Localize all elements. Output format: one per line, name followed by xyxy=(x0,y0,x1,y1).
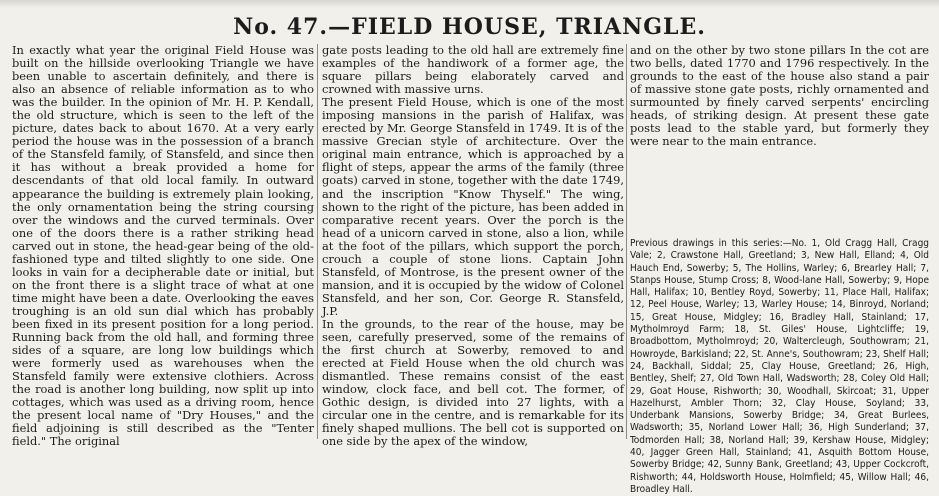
page-top-edge xyxy=(0,0,939,8)
column-divider xyxy=(317,44,318,439)
article-column-3: and on the other by two stone pillars In the cot are two bells, dated 1770 and 1796 respectively. In the grounds to the east of the house also stand a pair of massive stone gate posts, richly ornamented and surmounted by finely carved serpents' encircling heads, of striking design. At present these gate posts lead to the stable yard, but formerly they were near to the main entrance. xyxy=(630,43,929,149)
column-divider xyxy=(626,44,627,439)
article-column-2: gate posts leading to the old hall are extremely fine examples of the handiwork of a former age, the square pillars being elaborately carved and crowned with massive urns. The present Field House, which is one of the most imposing mansions in the parish of Halifax, was erected by Mr. George Stansfeld in 1749. It is of the massive Grecian style of architecture. Over the original main entrance, which is approached by a flight of steps, appear the arms of the family (three goats) carved in stone, together with the date 1749, and the inscription "Know Thyself." The wing, shown to the right of the picture, has been added in comparative recent years. Over the porch is the head of a unicorn carved in stone, also a lion, while at the foot of the pillars, which support the porch, crouch a couple of stone lions. Captain John Stansfeld, of Montrose, is the present owner of the mansion, and it is occupied by the widow of Colonel Stansfeld, and her son, Cor. George R. Stansfeld, J.P. In the grounds, to the rear of the house, may be seen, carefully preserved, some of the remains of the first church at Sowerby, removed to and erected at Field House when the old church was dismantled. These remains consist of the east window, clock face, and bell cot. The former, of Gothic design, is divided into 27 lights, with a circular one in the centre, and is remarkable for its finely shaped mullions. The bell cot is supported on one side by the apex of the window, xyxy=(322,43,624,449)
article-headline: No. 47.—FIELD HOUSE, TRIANGLE. xyxy=(233,14,706,40)
previous-drawings-list: Previous drawings in this series:—No. 1, Old Cragg Hall, Cragg Vale; 2, Crawstone Hall, Greetland; 3, New Hall, Elland; 4, Old Hauch End, Sowerby; 5, The Hollins, Warley; 6, Brearley Hall; 7, Stanps House, Stump Cross; 8, Wood-lane Hall, Sowerby; 9, Hope Hall, Halifax; 10, Bentley Royd, Sowerby; 11, Place Hall, Halifax; 12, Peel House, Warley; 13, Warley House; 14, Binroyd, Norland; 15, Great House, Midgley; 16, Bradley Hall, Stainland; 17, Mytholmroyd Farm; 18, St. Giles' House, Lightcliffe; 19, Broadbottom, Mytholmroyd; 20, Waltercleugh, Southowram; 21, Howroyde, Barkisland; 22, St. Anne's, Southowram; 23, Shelf Hall; 24, Backhall, Siddal; 25, Clay House, Greetland; 26, High, Bentley, Shelf; 27, Old Town Hall, Wadsworth; 28, Coley Old Hall; 29, Goat House, Rishworth; 30, Woodhall, Skircoat; 31, Upper Hazelhurst, Ambler Thorn; 32, Clay House, Soyland; 33, Underbank Mansions, Sowerby Bridge; 34, Great Burlees, Wadsworth; 35, Norland Lower Hall; 36, High Sunderland; 37, Todmorden Hall; 38, Norland Hall; 39, Kershaw House, Midgley; 40, Jagger Green Hall, Stainland; 41, Asquith Bottom House, Sowerby Bridge; 42, Sunny Bank, Greetland; 43, Upper Cockcroft, Rishworth; 44, Holdsworth House, Holmfield; 45, Willow Hall; 46, Broadley Hall. xyxy=(630,238,929,495)
article-column-1: In exactly what year the original Field House was built on the hillside overlooking Triangle we have been unable to ascertain definitely, and there is also an absence of reliable information as to who was the builder. In the opinion of Mr. H. P. Kendall, the old structure, which is seen to the left of the picture, dates back to about 1670. At a very early period the house was in the possession of a branch of the Stansfeld family, of Stansfeld, and since then it has without a break provided a home for descendants of that old local family. In outward appearance the building is extremely plain looking, the only ornamentation being the string coursing over the windows and the curved terminals. Over one of the doors there is a rather striking head carved out in stone, the head-gear being of the old-fashioned type and tilted slightly to one side. One looks in vain for a decipherable date or initial, but on the front there is a slight trace of what at one time might have been a date. Overlooking the eaves troughing is an old sun dial which has probably been fixed in its present position for a long period. Running back from the old hall, and forming three sides of a square, are long low buildings which were formerly used as warehouses when the Stansfeld family were extensive clothiers. Across the road is another long building, now split up into cottages, which was used as a driving room, hence the present local name of "Dry Houses," and the field adjoining is still described as the "Tenter field." The original xyxy=(12,43,314,449)
